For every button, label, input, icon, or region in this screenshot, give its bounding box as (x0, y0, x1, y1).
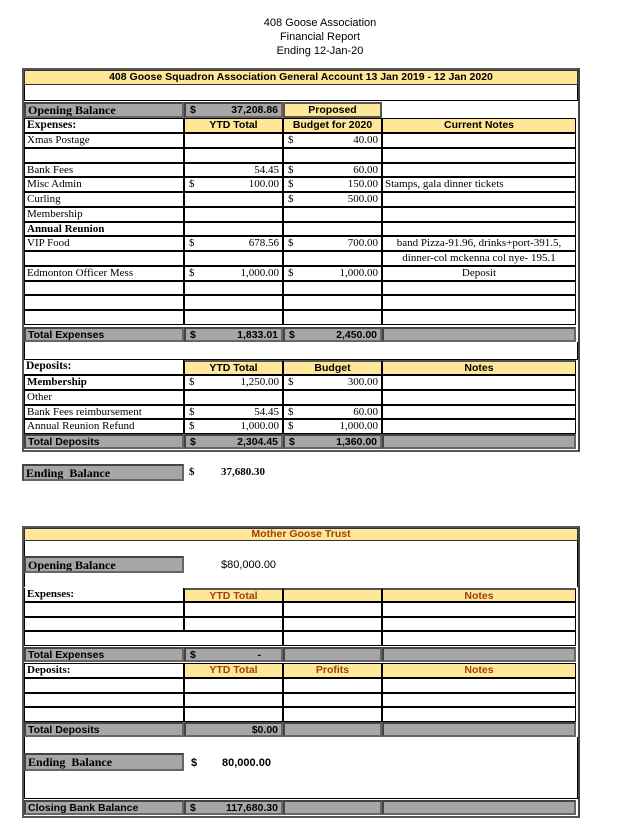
trust-ending-balance-label: Ending Balance (24, 753, 184, 771)
trust-deposit-row-3-profits (283, 707, 382, 722)
trust-expense-row-1-ytd (184, 602, 283, 617)
col-header-ytd-total: YTD Total (184, 118, 283, 133)
currency-symbol: $ (288, 420, 294, 432)
trust-title: Mother Goose Trust (24, 528, 578, 541)
currency-symbol: $ (288, 267, 294, 279)
row-budget-amount: 1,000.00 (339, 267, 378, 279)
row-budget (283, 133, 382, 148)
row-budget-amount: 300.00 (347, 376, 378, 388)
trust-expense-row-1-notes (382, 602, 576, 617)
currency-symbol: $ (189, 178, 195, 190)
currency-symbol: $ (189, 267, 195, 279)
row-budget-amount: 700.00 (347, 237, 378, 249)
row-name: Membership (24, 375, 184, 390)
currency-symbol: $ (189, 406, 195, 418)
ending-balance-label: Ending Balance (22, 464, 184, 481)
total-expenses-ytd (184, 327, 283, 342)
opening-balance-value (184, 102, 283, 118)
row-ytd (184, 192, 283, 207)
trust-deposit-row-2-profits (283, 693, 382, 707)
trust-total-deposits-profits (283, 722, 382, 737)
row-budget (283, 207, 382, 222)
trust-expense-row-1-name (24, 602, 184, 617)
currency-symbol: $ (189, 376, 195, 388)
trust-expense-row-2-notes (382, 617, 576, 631)
row-budget-amount: 40.00 (353, 134, 378, 146)
row-budget (283, 192, 382, 207)
trust-opening-balance-amount: $80,000.00 (221, 559, 277, 571)
row-ytd (184, 251, 283, 266)
trust-deposit-row-3-notes (382, 707, 576, 722)
row-budget (283, 236, 382, 251)
report-period: Ending 12-Jan-20 (276, 45, 364, 57)
row-name: Annual Reunion (24, 222, 184, 236)
row-ytd (184, 375, 283, 390)
total-expenses-label: Total Expenses (24, 327, 184, 342)
trust-deposit-row-2-ytd (184, 693, 283, 707)
trust-col-header-blank (283, 588, 382, 602)
row-budget (283, 419, 382, 434)
row-ytd (184, 222, 283, 236)
closing-bank-balance-value (184, 800, 283, 815)
trust-col-header-notes: Notes (382, 663, 576, 678)
total-deposits-budget-amount: 1,360.00 (336, 436, 377, 448)
trust-deposit-row-1-notes (382, 678, 576, 693)
trust-total-deposits-ytd: $0.00 (184, 722, 283, 737)
total-deposits-budget (283, 434, 382, 449)
row-budget (283, 222, 382, 236)
trust-total-expenses-ytd (184, 647, 283, 662)
row-ytd (184, 419, 283, 434)
deposits-label: Deposits: (24, 360, 184, 375)
row-ytd-amount: 678.56 (248, 237, 279, 249)
row-ytd (184, 177, 283, 192)
total-expenses-budget (283, 327, 382, 342)
trust-total-expenses-col2 (283, 647, 382, 662)
row-ytd (184, 266, 283, 281)
trust-expenses-label: Expenses: (24, 588, 184, 602)
report-title: Financial Report (279, 31, 361, 43)
trust-expense-row-2-ytd (184, 617, 283, 631)
row-budget-amount: 1,000.00 (339, 420, 378, 432)
row-name: VIP Food (24, 236, 184, 251)
total-deposits-ytd-amount: 2,304.45 (237, 436, 278, 448)
trust-expense-row-1-col2 (283, 602, 382, 617)
row-ytd-amount: 1,000.00 (240, 420, 279, 432)
row-ytd-amount: 1,000.00 (240, 267, 279, 279)
row-ytd-amount: 100.00 (248, 178, 279, 190)
trust-deposit-row-2-notes (382, 693, 576, 707)
currency-symbol: $ (190, 436, 196, 448)
currency-symbol: $ (189, 420, 195, 432)
row-name: Bank Fees reimbursement (24, 405, 184, 419)
currency-symbol: $ (288, 178, 294, 190)
currency-symbol: $ (288, 164, 294, 176)
col-header-current-notes: Current Notes (382, 118, 576, 133)
row-notes (382, 133, 576, 148)
row-notes (382, 390, 576, 405)
currency-symbol: $ (190, 329, 196, 341)
row-name (24, 295, 184, 310)
proposed-header: Proposed (283, 102, 382, 118)
total-expenses-ytd-amount: 1,833.01 (237, 329, 278, 341)
trust-col-header-ytd-total: YTD Total (184, 663, 283, 678)
spacer-row (24, 342, 578, 360)
row-ytd (184, 295, 283, 310)
row-ytd (184, 390, 283, 405)
trust-expense-row-2-col2 (283, 617, 382, 631)
row-budget (283, 390, 382, 405)
row-ytd (184, 236, 283, 251)
expenses-label: Expenses: (24, 118, 184, 133)
row-budget (283, 251, 382, 266)
trust-deposits-label: Deposits: (24, 663, 184, 678)
row-budget-amount: 60.00 (353, 406, 378, 418)
total-deposits-label: Total Deposits (24, 434, 184, 449)
report-org-name: 408 Goose Association (263, 17, 377, 29)
row-budget-amount: 150.00 (347, 178, 378, 190)
trust-total-deposits-notes (382, 722, 576, 737)
row-budget (283, 148, 382, 163)
row-budget-amount: 60.00 (353, 164, 378, 176)
trust-opening-balance-label: Opening Balance (24, 556, 184, 573)
trust-deposit-row-2-name (24, 693, 184, 707)
row-ytd (184, 163, 283, 177)
total-deposits-ytd (184, 434, 283, 449)
trust-ending-balance-currency: $ (191, 757, 198, 769)
row-name: Bank Fees (24, 163, 184, 177)
opening-balance-amount: 37,208.86 (231, 104, 278, 116)
trust-expense-row-3-col2 (283, 631, 382, 646)
closing-bank-balance-col4 (382, 800, 576, 815)
row-notes: band Pizza-91.96, drinks+port-391.5, (382, 236, 576, 251)
row-notes: Deposit (382, 266, 576, 281)
row-ytd (184, 405, 283, 419)
currency-symbol: $ (289, 436, 295, 448)
trust-deposit-row-3-ytd (184, 707, 283, 722)
row-name: Misc Admin (24, 177, 184, 192)
row-ytd (184, 310, 283, 325)
currency-symbol: $ (288, 406, 294, 418)
row-name (24, 281, 184, 295)
row-notes (382, 375, 576, 390)
trust-expense-row-2-name (24, 617, 184, 631)
trust-total-expenses-label: Total Expenses (24, 647, 184, 662)
row-ytd-amount: 54.45 (254, 164, 279, 176)
currency-symbol: $ (288, 193, 294, 205)
row-notes: Stamps, gala dinner tickets (382, 177, 576, 192)
row-notes (382, 222, 576, 236)
row-budget (283, 310, 382, 325)
row-name: Annual Reunion Refund (24, 419, 184, 434)
row-name: Curling (24, 192, 184, 207)
currency-symbol: $ (288, 134, 294, 146)
row-notes (382, 163, 576, 177)
row-name: Membership (24, 207, 184, 222)
trust-expense-row-3-name (24, 631, 283, 646)
row-budget-amount: 500.00 (347, 193, 378, 205)
row-name: Other (24, 390, 184, 405)
row-ytd (184, 281, 283, 295)
row-budget (283, 177, 382, 192)
row-name (24, 148, 184, 163)
row-ytd-amount: 1,250.00 (240, 376, 279, 388)
row-notes (382, 148, 576, 163)
ending-balance-amount: 37,680.30 (221, 466, 265, 478)
row-notes (382, 419, 576, 434)
closing-bank-balance-label: Closing Bank Balance (24, 800, 184, 815)
row-name: Edmonton Officer Mess (24, 266, 184, 281)
trust-col-header-profits: Profits (283, 663, 382, 678)
col-header-notes: Notes (382, 360, 576, 375)
row-ytd (184, 207, 283, 222)
currency-symbol: $ (189, 237, 195, 249)
row-notes (382, 192, 576, 207)
row-name (24, 310, 184, 325)
col-header-budget: Budget (283, 360, 382, 375)
currency-symbol: $ (190, 104, 196, 116)
ending-balance-currency: $ (189, 466, 195, 478)
currency-symbol: $ (289, 329, 295, 341)
row-budget (283, 405, 382, 419)
total-expenses-budget-amount: 2,450.00 (336, 329, 377, 341)
trust-total-expenses-ytd-amount: - (257, 649, 261, 661)
currency-symbol: $ (190, 649, 196, 661)
trust-total-expenses-notes (382, 647, 576, 662)
trust-deposit-row-1-profits (283, 678, 382, 693)
trust-col-header-notes: Notes (382, 588, 576, 602)
col-header-ytd-total: YTD Total (184, 360, 283, 375)
row-ytd-amount: 54.45 (254, 406, 279, 418)
closing-bank-balance-amount: 117,680.30 (226, 802, 278, 814)
total-deposits-notes (382, 434, 576, 449)
row-name (24, 251, 184, 266)
col-header-budget-2020: Budget for 2020 (283, 118, 382, 133)
row-budget (283, 266, 382, 281)
trust-total-deposits-label: Total Deposits (24, 722, 184, 737)
closing-bank-balance-col3 (283, 800, 382, 815)
spacer-row (24, 85, 578, 101)
row-name: Xmas Postage (24, 133, 184, 148)
trust-deposit-row-1-name (24, 678, 184, 693)
general-account-title: 408 Goose Squadron Association General Account 13 Jan 2019 - 12 Jan 2020 (24, 70, 578, 85)
row-notes (382, 405, 576, 419)
trust-expense-row-3-notes (382, 631, 576, 646)
row-notes (382, 281, 576, 295)
row-ytd (184, 148, 283, 163)
row-notes (382, 310, 576, 325)
total-expenses-notes (382, 327, 576, 342)
row-notes (382, 207, 576, 222)
trust-col-header-ytd-total: YTD Total (184, 588, 283, 602)
currency-symbol: $ (288, 237, 294, 249)
row-budget (283, 375, 382, 390)
currency-symbol: $ (288, 376, 294, 388)
trust-deposit-row-1-ytd (184, 678, 283, 693)
opening-balance-label: Opening Balance (24, 102, 184, 118)
trust-deposit-row-3-name (24, 707, 184, 722)
row-ytd (184, 133, 283, 148)
row-notes (382, 295, 576, 310)
row-notes: dinner-col mckenna col nye- 195.1 (382, 251, 576, 266)
trust-ending-balance-amount: 80,000.00 (222, 757, 271, 769)
currency-symbol: $ (190, 802, 196, 814)
row-budget (283, 281, 382, 295)
row-budget (283, 295, 382, 310)
row-budget (283, 163, 382, 177)
